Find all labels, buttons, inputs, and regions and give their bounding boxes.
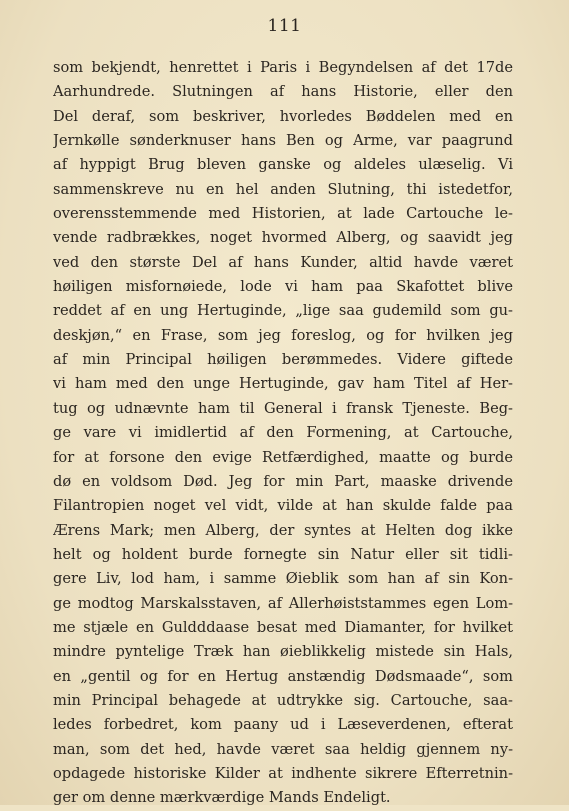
text-line: af hyppigt Brug bleven ganske og aldeles ulæselig. Vi <box>53 156 513 174</box>
text-line: dø en voldsom Død. Jeg for min Part, maaske drivende <box>53 472 513 490</box>
text-line: ledes forbedret, kom paany ud i Læseverdenen, efterat <box>53 716 513 734</box>
text-line: Aarhundrede. Slutningen af hans Historie, eller den <box>53 83 513 101</box>
text-line: min Principal behagede at udtrykke sig. Cartouche, saa- <box>53 691 513 709</box>
text-line: ger om denne mærkværdige Mands Endeligt. <box>53 789 391 807</box>
text-line: Ærens Mark; men Alberg, der syntes at Helten dog ikke <box>53 521 513 539</box>
text-line: sammenskreve nu en hel anden Slutning, thi istedetfor, <box>53 180 513 198</box>
text-line: høiligen misfornøiede, lode vi ham paa Skafottet blive <box>53 278 513 296</box>
text-line: Filantropien noget vel vidt, vilde at han skulde falde paa <box>53 497 513 515</box>
text-line: ge vare vi imidlertid af den Formening, at Cartouche, <box>53 424 513 442</box>
text-line: deskjøn,“ en Frase, som jeg foreslog, og for hvilken jeg <box>53 326 513 344</box>
text-line: Del deraf, som beskriver, hvorledes Bøddelen med en <box>53 107 513 125</box>
text-line: opdagede historiske Kilder at indhente sikrere Efterretnin- <box>53 764 513 782</box>
text-line: som bekjendt, henrettet i Paris i Begyndelsen af det 17de <box>53 59 513 76</box>
text-line: reddet af en ung Hertuginde, „lige saa gudemild som gu- <box>53 302 513 320</box>
text-line: Jernkølle sønderknuser hans Ben og Arme, var paagrund <box>53 132 513 150</box>
text-line: vi ham med den unge Hertuginde, gav ham Titel af Her- <box>53 375 513 393</box>
text-line: tug og udnævnte ham til General i fransk Tjeneste. Beg- <box>53 399 513 417</box>
text-line: gere Liv, lod ham, i samme Øieblik som han af sin Kon- <box>53 570 513 588</box>
body-text <box>53 56 513 811</box>
text-line: en „gentil og for en Hertug anstændig Dødsmaade“, som <box>53 667 513 685</box>
text-line: mindre pyntelige Træk han øieblikkelig mistede sin Hals, <box>53 643 513 661</box>
text-line: me stjæle en Guldddaase besat med Diamanter, for hvilket <box>53 618 513 636</box>
text-line: for at forsone den evige Retfærdighed, maatte og burde <box>53 448 513 466</box>
text-line: ge modtog Marskalsstaven, af Allerhøiststammes egen Lom- <box>53 594 513 612</box>
text-line: ved den største Del af hans Kunder, altid havde været <box>53 253 513 271</box>
text-line: vende radbrækkes, noget hvormed Alberg, og saavidt jeg <box>53 229 513 247</box>
text-line: af min Principal høiligen berømmedes. Videre giftede <box>53 351 513 369</box>
page-number: 111 <box>267 16 302 36</box>
text-line: helt og holdent burde fornegte sin Natur eller sit tidli- <box>53 545 513 563</box>
text-line: overensstemmende med Historien, at lade Cartouche le- <box>53 205 513 223</box>
text-line: man, som det hed, havde været saa heldig gjennem ny- <box>53 740 513 758</box>
